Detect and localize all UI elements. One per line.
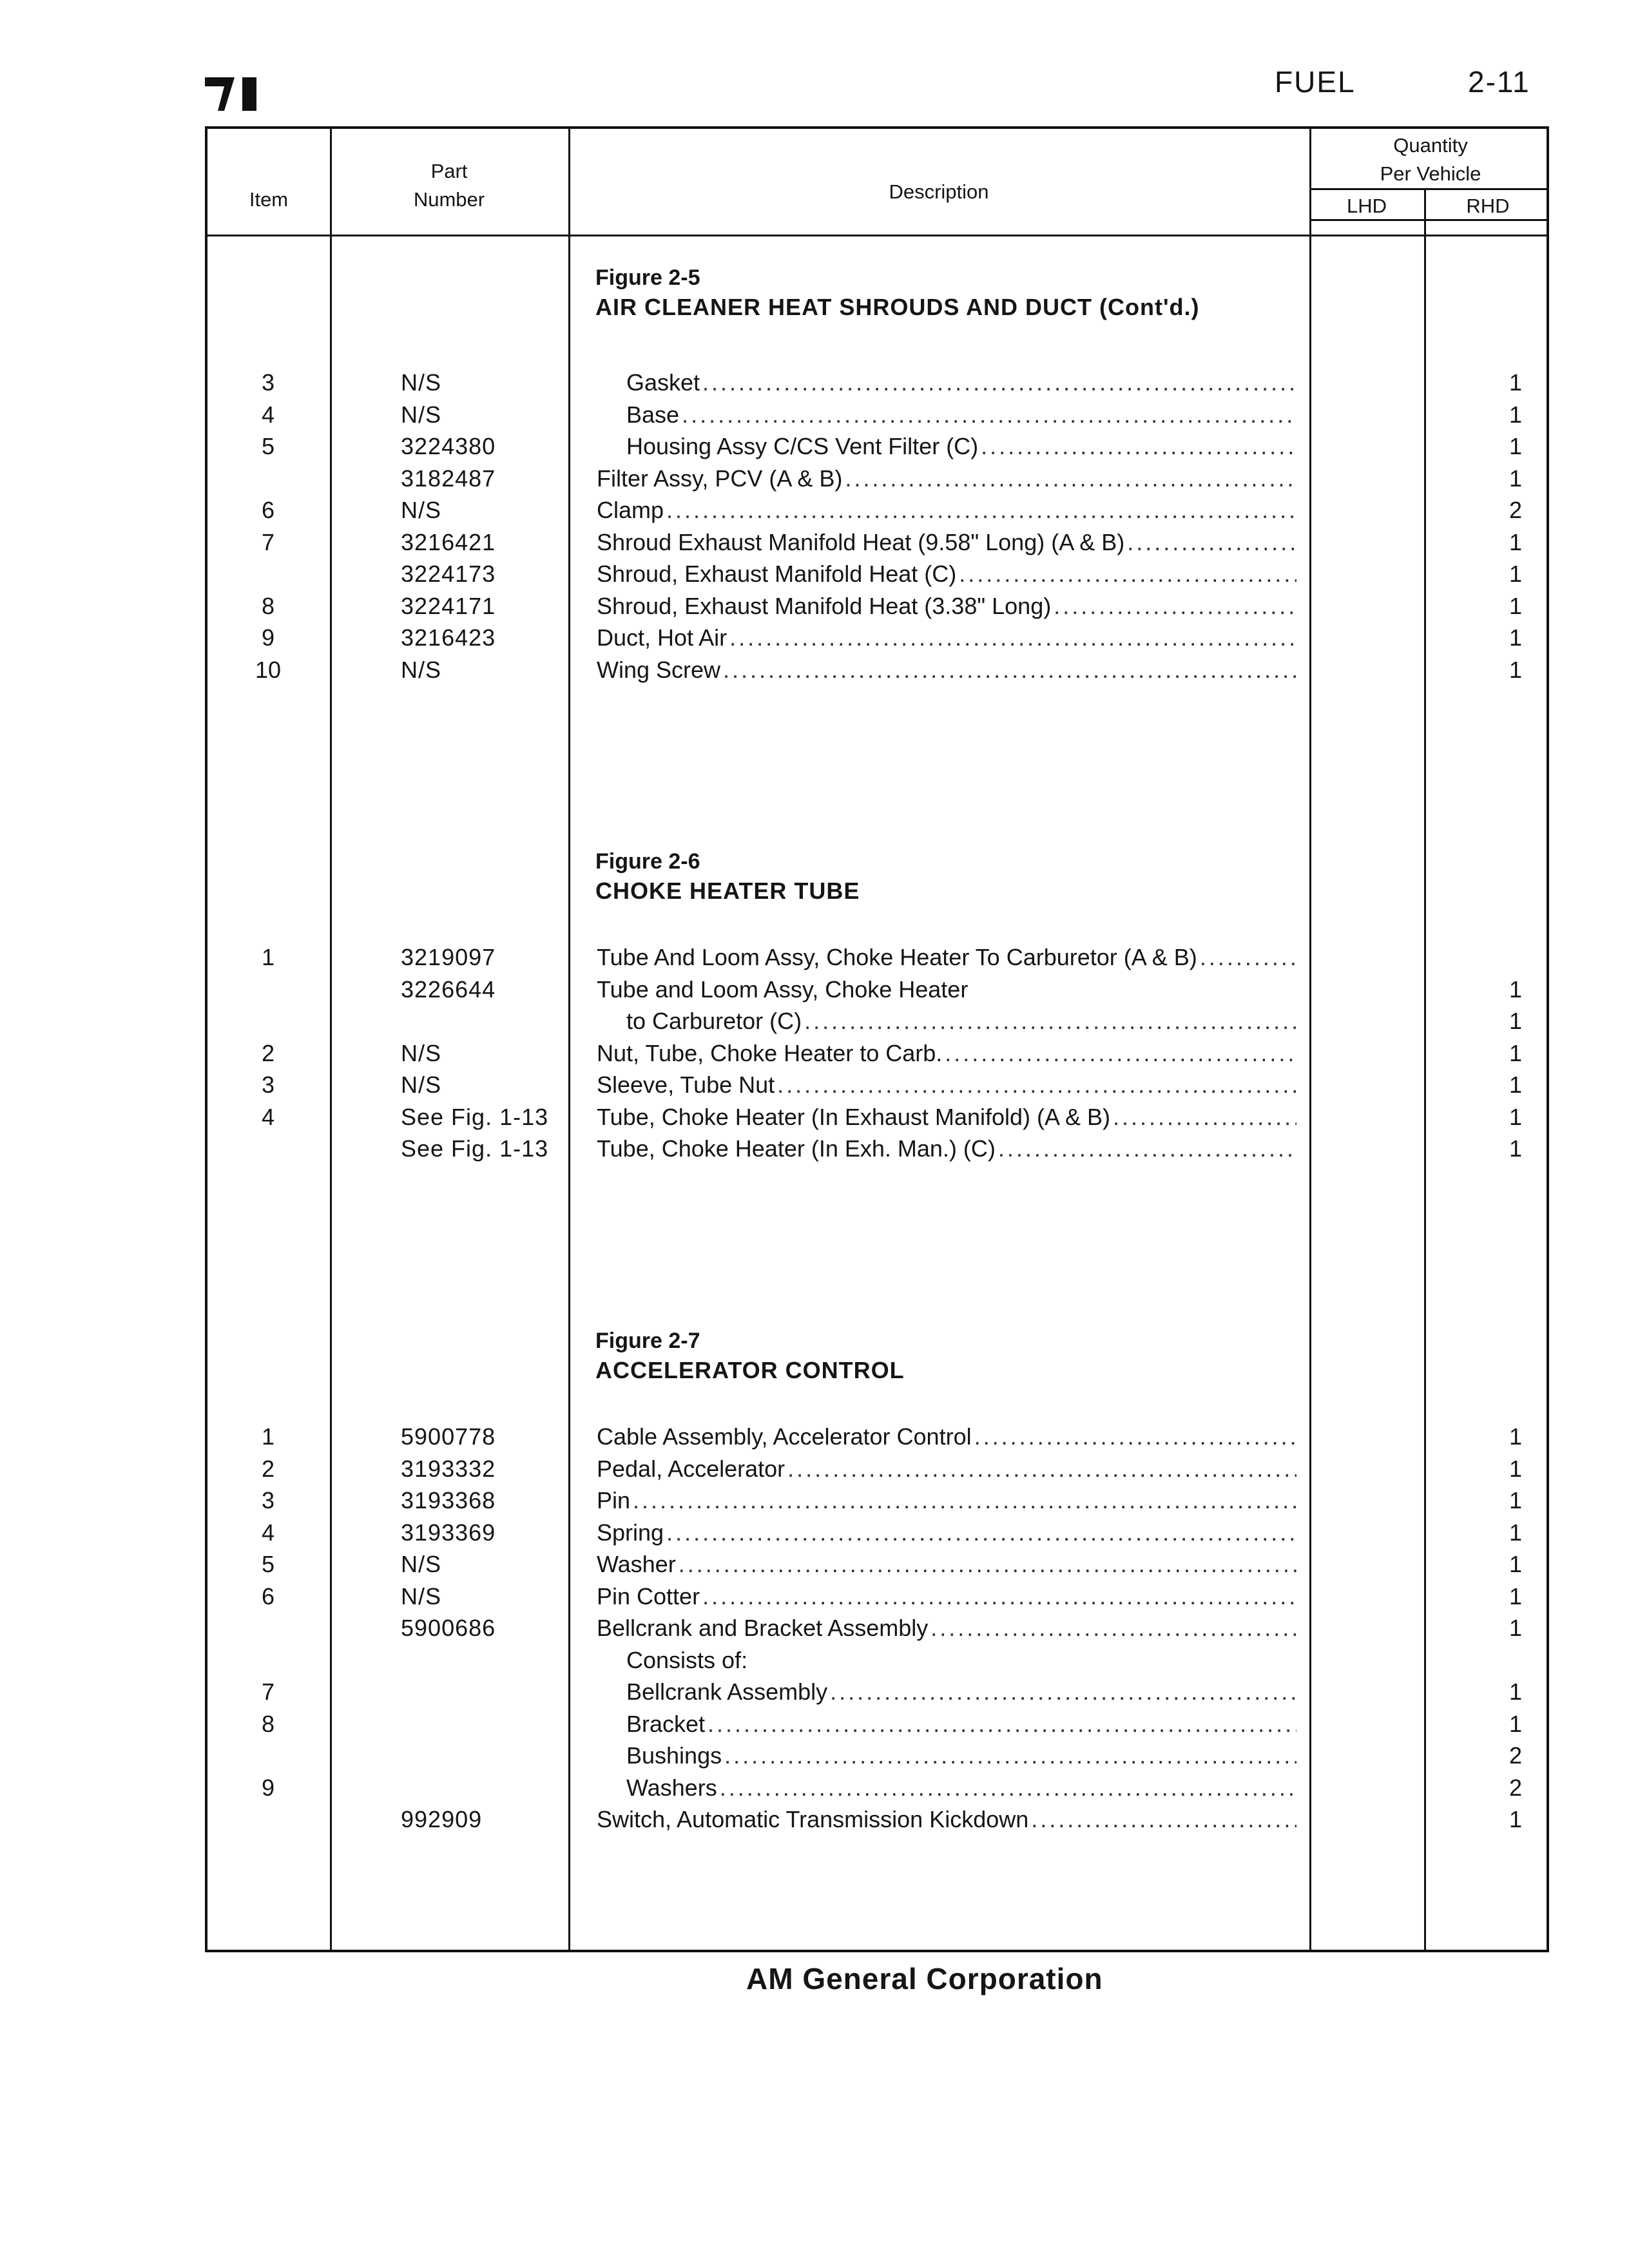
col-header-part bbox=[330, 157, 568, 214]
description bbox=[597, 495, 1296, 526]
description-text: Housing Assy C/CS Vent Filter (C) bbox=[626, 433, 979, 459]
rhd-quantity: 1 bbox=[1509, 1615, 1522, 1641]
description bbox=[626, 1740, 1296, 1771]
rhd-quantity: 1 bbox=[1509, 433, 1522, 459]
table-row bbox=[207, 1517, 1552, 1548]
description bbox=[597, 1133, 1296, 1164]
col-header-description: Description bbox=[889, 180, 989, 203]
part-number: N/S bbox=[401, 369, 442, 396]
description bbox=[626, 1645, 1296, 1676]
description-text: Gasket bbox=[626, 369, 700, 396]
description-text: Nut, Tube, Choke Heater to Carb. bbox=[597, 1039, 943, 1066]
rhd-quantity: 1 bbox=[1509, 1487, 1522, 1514]
table-row bbox=[207, 974, 1552, 1005]
part-number: 3216423 bbox=[401, 624, 496, 651]
rhd-quantity: 1 bbox=[1509, 1103, 1522, 1130]
table-row bbox=[207, 1133, 1552, 1164]
dot-leader bbox=[679, 1549, 1296, 1580]
table-row bbox=[207, 1549, 1552, 1580]
description-text: Tube and Loom Assy, Choke Heater bbox=[597, 975, 969, 1003]
description bbox=[597, 1070, 1296, 1100]
rhd-quantity: 1 bbox=[1509, 1678, 1522, 1705]
description bbox=[597, 974, 1296, 1005]
description bbox=[626, 367, 1296, 398]
item-number: 2 bbox=[261, 1039, 275, 1066]
part-number: 992909 bbox=[401, 1806, 483, 1832]
table-row bbox=[207, 591, 1552, 622]
rhd-quantity: 1 bbox=[1509, 1519, 1522, 1546]
table-row bbox=[207, 463, 1552, 494]
item-number: 6 bbox=[261, 497, 275, 523]
description bbox=[597, 1549, 1296, 1580]
description bbox=[597, 942, 1296, 973]
description bbox=[597, 1102, 1296, 1133]
description-text: to Carburetor (C) bbox=[626, 1008, 802, 1034]
description-text: Bellcrank and Bracket Assembly bbox=[597, 1615, 929, 1641]
description-text: Bushings bbox=[626, 1742, 722, 1769]
table-row bbox=[207, 1070, 1552, 1100]
rhd-quantity: 1 bbox=[1509, 1582, 1522, 1610]
description bbox=[597, 1421, 1296, 1452]
description bbox=[597, 1038, 1296, 1069]
figure-title: CHOKE HEATER TUBE bbox=[595, 878, 860, 904]
rhd-quantity: 1 bbox=[1509, 1423, 1522, 1450]
rhd-quantity: 2 bbox=[1509, 1774, 1522, 1801]
description bbox=[597, 1454, 1296, 1485]
table-row bbox=[207, 622, 1552, 653]
part-number: N/S bbox=[401, 401, 442, 428]
description bbox=[597, 1485, 1296, 1516]
description-text: Clamp bbox=[597, 497, 664, 523]
am-general-logo bbox=[205, 75, 260, 111]
description bbox=[626, 1006, 1296, 1037]
description-text: Base bbox=[626, 401, 680, 428]
part-number: N/S bbox=[401, 1551, 442, 1577]
item-number: 6 bbox=[261, 1582, 275, 1610]
part-number: 3224380 bbox=[401, 433, 496, 459]
col-header-lhd: LHD bbox=[1346, 195, 1387, 217]
table-row bbox=[207, 1645, 1552, 1676]
part-number: See Fig. 1-13 bbox=[401, 1103, 549, 1130]
rhd-quantity: 1 bbox=[1509, 1806, 1522, 1832]
item-number: 4 bbox=[261, 401, 275, 428]
dot-leader bbox=[720, 1773, 1296, 1803]
col-header-item: Item bbox=[249, 188, 289, 211]
rhd-quantity: 1 bbox=[1509, 401, 1522, 428]
description bbox=[597, 591, 1296, 622]
description bbox=[597, 1804, 1296, 1835]
item-number: 4 bbox=[261, 1103, 275, 1130]
part-number: N/S bbox=[401, 656, 442, 683]
part-number: 3224173 bbox=[401, 561, 496, 587]
item-number: 5 bbox=[261, 1551, 275, 1577]
description bbox=[626, 1677, 1296, 1707]
rhd-quantity: 1 bbox=[1509, 1135, 1522, 1162]
description-text: Pedal, Accelerator bbox=[597, 1455, 786, 1482]
part-number: See Fig. 1-13 bbox=[401, 1135, 549, 1162]
rhd-quantity: 1 bbox=[1509, 1710, 1522, 1737]
table-row bbox=[207, 1740, 1552, 1771]
dot-leader bbox=[666, 1517, 1296, 1548]
figure-label: Figure 2-6 bbox=[595, 849, 700, 874]
item-number: 7 bbox=[261, 1678, 275, 1705]
dot-leader bbox=[959, 559, 1296, 590]
rhd-quantity: 2 bbox=[1509, 497, 1522, 523]
dot-leader bbox=[1031, 1804, 1296, 1835]
part-number: 3193368 bbox=[401, 1487, 496, 1514]
table-row bbox=[207, 1677, 1552, 1707]
description-text: Pin Cotter bbox=[597, 1582, 700, 1610]
header-rule bbox=[207, 235, 1547, 236]
dot-leader bbox=[1054, 591, 1296, 622]
rhd-quantity: 1 bbox=[1509, 624, 1522, 651]
rhd-quantity: 1 bbox=[1509, 561, 1522, 587]
part-number: 3224171 bbox=[401, 592, 496, 619]
item-number: 8 bbox=[261, 1710, 275, 1737]
dot-leader bbox=[724, 1740, 1296, 1771]
rhd-quantity: 1 bbox=[1509, 369, 1522, 396]
table-row bbox=[207, 1773, 1552, 1803]
dot-leader bbox=[682, 399, 1296, 430]
dot-leader bbox=[981, 431, 1296, 462]
table-row bbox=[207, 1581, 1552, 1612]
description-text: Sleeve, Tube Nut bbox=[597, 1072, 775, 1098]
dot-leader bbox=[1113, 1102, 1296, 1133]
rhd-quantity: 1 bbox=[1509, 1008, 1522, 1034]
part-number: 3193369 bbox=[401, 1519, 496, 1546]
table-row bbox=[207, 1038, 1552, 1069]
description bbox=[626, 431, 1296, 462]
rhd-quantity: 1 bbox=[1509, 528, 1522, 555]
description-text: Tube, Choke Heater (In Exhaust Manifold) (A & B) bbox=[597, 1103, 1111, 1130]
item-number: 9 bbox=[261, 1774, 275, 1801]
dot-leader bbox=[633, 1485, 1296, 1516]
dot-leader bbox=[998, 1133, 1296, 1164]
dot-leader bbox=[974, 1421, 1296, 1452]
item-number: 3 bbox=[261, 1072, 275, 1098]
part-number: 3182487 bbox=[401, 465, 496, 492]
dot-leader bbox=[702, 367, 1296, 398]
dot-leader bbox=[930, 1613, 1296, 1644]
description bbox=[597, 1581, 1296, 1612]
table-row bbox=[207, 431, 1552, 462]
table-row bbox=[207, 1006, 1552, 1037]
item-number: 10 bbox=[255, 656, 282, 683]
table-row bbox=[207, 367, 1552, 398]
part-number: 3193332 bbox=[401, 1455, 496, 1482]
description bbox=[597, 1613, 1296, 1644]
section-title: FUEL bbox=[1275, 65, 1356, 99]
description-text: Pin bbox=[597, 1487, 631, 1514]
part-number: 3216421 bbox=[401, 528, 496, 555]
part-number: N/S bbox=[401, 1072, 442, 1098]
dot-leader bbox=[1127, 527, 1296, 558]
rhd-quantity: 1 bbox=[1509, 592, 1522, 619]
rhd-quantity: 1 bbox=[1509, 1455, 1522, 1482]
item-number: 5 bbox=[261, 433, 275, 459]
part-number: N/S bbox=[401, 1039, 442, 1066]
description-text: Filter Assy, PCV (A & B) bbox=[597, 465, 843, 492]
rhd-quantity: 1 bbox=[1509, 1039, 1522, 1066]
description-text: Duct, Hot Air bbox=[597, 624, 728, 651]
dot-leader bbox=[787, 1454, 1296, 1485]
item-number: 3 bbox=[261, 1487, 275, 1514]
table-row bbox=[207, 527, 1552, 558]
part-number: 3219097 bbox=[401, 944, 496, 970]
part-number: 3226644 bbox=[401, 975, 496, 1003]
description-text: Shroud, Exhaust Manifold Heat (3.38" Long) bbox=[597, 592, 1052, 619]
dot-leader bbox=[666, 495, 1296, 526]
page-number: 2-11 bbox=[1468, 65, 1530, 99]
table-row bbox=[207, 1454, 1552, 1485]
description bbox=[597, 559, 1296, 590]
item-number: 1 bbox=[261, 1423, 275, 1450]
description-text: Washers bbox=[626, 1774, 717, 1801]
col-header-rhd: RHD bbox=[1466, 195, 1510, 217]
figure-title: ACCELERATOR CONTROL bbox=[595, 1357, 905, 1383]
description-text: Shroud, Exhaust Manifold Heat (C) bbox=[597, 561, 957, 587]
figure-title: AIR CLEANER HEAT SHROUDS AND DUCT (Cont'd.) bbox=[595, 294, 1200, 320]
table-row bbox=[207, 942, 1552, 973]
table-row bbox=[207, 1421, 1552, 1452]
item-number: 3 bbox=[261, 369, 275, 396]
item-number: 9 bbox=[261, 624, 275, 651]
dot-leader bbox=[945, 1038, 1296, 1069]
description-text: Tube, Choke Heater (In Exh. Man.) (C) bbox=[597, 1135, 996, 1162]
rhd-quantity: 2 bbox=[1509, 1742, 1522, 1769]
rhd-quantity: 1 bbox=[1509, 1072, 1522, 1098]
table-row bbox=[207, 559, 1552, 590]
col-header-part-line1: Part bbox=[430, 160, 468, 182]
col-header-quantity-line1: Quantity bbox=[1393, 134, 1468, 157]
table-row bbox=[207, 655, 1552, 686]
description-text: Cable Assembly, Accelerator Control bbox=[597, 1423, 972, 1450]
description bbox=[597, 655, 1296, 686]
description bbox=[626, 399, 1296, 430]
description-text: Spring bbox=[597, 1519, 664, 1546]
table-row bbox=[207, 1485, 1552, 1516]
description bbox=[597, 527, 1296, 558]
item-number: 2 bbox=[261, 1455, 275, 1482]
description bbox=[626, 1709, 1296, 1740]
description-text: Consists of: bbox=[626, 1646, 748, 1673]
part-number: 5900686 bbox=[401, 1615, 496, 1641]
item-number: 8 bbox=[261, 592, 275, 619]
table-row bbox=[207, 1804, 1552, 1835]
figure-label: Figure 2-5 bbox=[595, 265, 700, 290]
description bbox=[597, 463, 1296, 494]
dot-leader bbox=[708, 1709, 1296, 1740]
table-row bbox=[207, 495, 1552, 526]
description bbox=[626, 1773, 1296, 1803]
description bbox=[597, 1517, 1296, 1548]
dot-leader bbox=[845, 463, 1296, 494]
dot-leader bbox=[702, 1581, 1296, 1612]
table-row bbox=[207, 1102, 1552, 1133]
publisher-footer: AM General Corporation bbox=[746, 1962, 1103, 1995]
rhd-quantity: 1 bbox=[1509, 465, 1522, 492]
rhd-quantity: 1 bbox=[1509, 1551, 1522, 1577]
parts-table bbox=[205, 126, 1549, 1952]
col-header-part-line2: Number bbox=[413, 188, 485, 211]
dot-leader bbox=[777, 1070, 1296, 1100]
dot-leader bbox=[1200, 942, 1296, 973]
table-row bbox=[207, 1709, 1552, 1740]
part-number: N/S bbox=[401, 497, 442, 523]
description-text: Switch, Automatic Transmission Kickdown bbox=[597, 1806, 1029, 1832]
figure-label: Figure 2-7 bbox=[595, 1329, 700, 1353]
description bbox=[597, 622, 1296, 653]
dot-leader bbox=[830, 1677, 1296, 1707]
description-text: Tube And Loom Assy, Choke Heater To Carburetor (A & B) bbox=[597, 944, 1197, 970]
part-number: N/S bbox=[401, 1582, 442, 1610]
col-header-quantity-line2: Per Vehicle bbox=[1380, 162, 1481, 185]
description-text: Wing Screw bbox=[597, 656, 721, 683]
dot-leader bbox=[723, 655, 1296, 686]
rhd-quantity: 1 bbox=[1509, 656, 1522, 683]
rhd-quantity: 1 bbox=[1509, 975, 1522, 1003]
description-text: Shroud Exhaust Manifold Heat (9.58" Long) (A & B) bbox=[597, 528, 1125, 555]
description-text: Bracket bbox=[626, 1710, 706, 1737]
quantity-rule bbox=[1309, 188, 1547, 190]
description-text: Bellcrank Assembly bbox=[626, 1678, 828, 1705]
table-row bbox=[207, 399, 1552, 430]
dot-leader bbox=[729, 622, 1296, 653]
item-number: 4 bbox=[261, 1519, 275, 1546]
col-header-quantity bbox=[1309, 131, 1552, 188]
part-number: 5900778 bbox=[401, 1423, 496, 1450]
item-number: 7 bbox=[261, 528, 275, 555]
table-row bbox=[207, 1613, 1552, 1644]
item-number: 1 bbox=[261, 944, 275, 970]
dot-leader bbox=[804, 1006, 1296, 1037]
description-text: Washer bbox=[597, 1551, 676, 1577]
